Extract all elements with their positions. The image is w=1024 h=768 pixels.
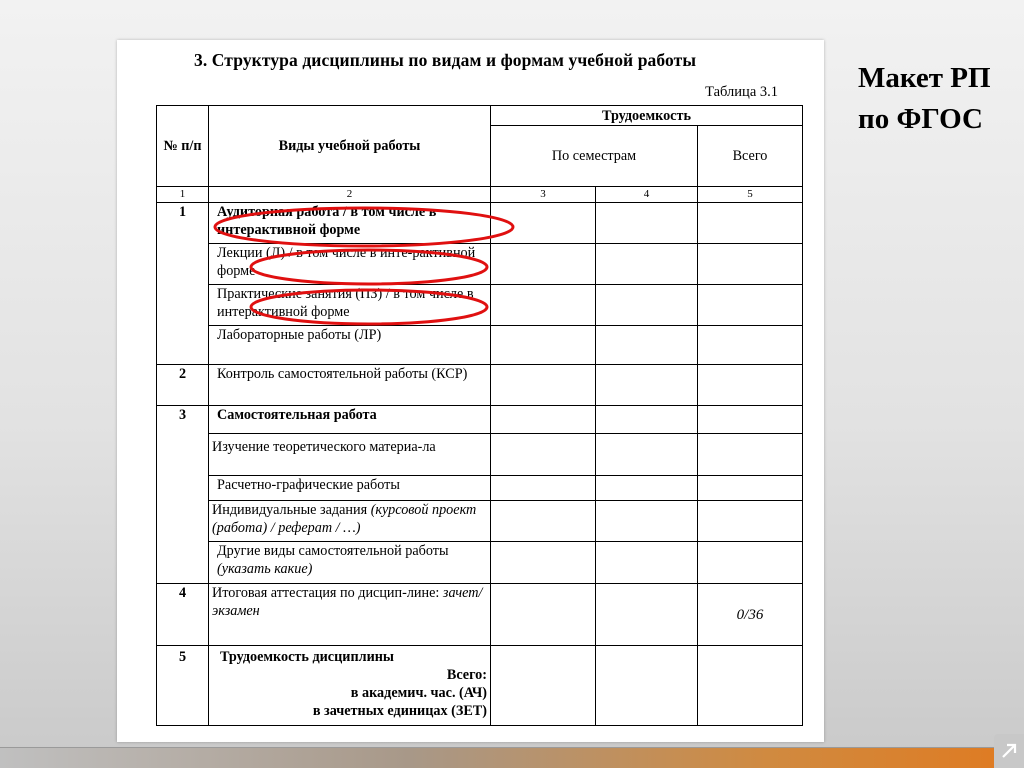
value-cell bbox=[596, 203, 698, 244]
value-cell bbox=[596, 244, 698, 285]
row-text-calc-graphic: Расчетно-графические работы bbox=[209, 476, 491, 501]
side-label bbox=[858, 58, 1018, 140]
table-row bbox=[157, 584, 803, 646]
value-cell bbox=[596, 326, 698, 365]
total-labor-academic-hours: в академич. час. (АЧ) bbox=[350, 685, 487, 701]
row-text-attestation-main: Итоговая аттестация по дисцип-лине: bbox=[212, 585, 440, 601]
document-title: 3. Структура дисциплины по видам и формам учебной работы bbox=[194, 50, 697, 70]
value-cell bbox=[698, 476, 803, 501]
row-text-auditory: Аудиторная работа / в том числе в интерактивной форме bbox=[209, 203, 491, 244]
row-text-other bbox=[209, 542, 491, 584]
footer-accent-bar bbox=[0, 748, 1024, 768]
side-label-line2: по ФГОС bbox=[858, 103, 983, 135]
value-cell bbox=[491, 542, 596, 584]
value-cell bbox=[698, 406, 803, 434]
value-cell bbox=[596, 406, 698, 434]
value-cell bbox=[596, 285, 698, 326]
row-text-individual-main: Индивидуальные задания bbox=[212, 502, 368, 518]
total-labor-all: Всего: bbox=[446, 667, 487, 683]
value-cell bbox=[596, 476, 698, 501]
document-sheet bbox=[117, 40, 824, 742]
total-labor-credit-units: в зачетных единицах (ЗЕТ) bbox=[312, 703, 487, 719]
row-text-other-note: (указать какие) bbox=[217, 561, 313, 577]
table-row bbox=[157, 646, 803, 726]
header-by-semester: По семестрам bbox=[491, 126, 698, 187]
value-cell bbox=[698, 365, 803, 406]
table-row bbox=[157, 203, 803, 244]
row-number: 4 bbox=[157, 584, 209, 646]
row-text-individual-note: (курсовой проект (работа) / реферат / …) bbox=[212, 502, 477, 536]
value-cell bbox=[596, 501, 698, 542]
value-cell bbox=[698, 542, 803, 584]
value-cell bbox=[491, 434, 596, 476]
value-cell bbox=[698, 285, 803, 326]
table-row bbox=[157, 542, 803, 584]
value-cell bbox=[491, 244, 596, 285]
table-row bbox=[157, 244, 803, 285]
value-cell bbox=[491, 285, 596, 326]
value-cell bbox=[596, 584, 698, 646]
table-row bbox=[157, 326, 803, 365]
row-number: 2 bbox=[157, 365, 209, 406]
row-text-individual bbox=[209, 501, 491, 542]
row-text-theory: Изучение теоретического материа-ла bbox=[209, 434, 491, 476]
row-text-other-main: Другие виды самостоятельной работы bbox=[217, 543, 449, 559]
row-text-lectures: Лекции (Л) / в том числе в инте-рактивной форме bbox=[209, 244, 491, 285]
table-row bbox=[157, 501, 803, 542]
value-cell bbox=[596, 365, 698, 406]
row-number: 3 bbox=[157, 406, 209, 584]
value-cell bbox=[491, 406, 596, 434]
value-cell bbox=[698, 244, 803, 285]
row-text-labs: Лабораторные работы (ЛР) bbox=[209, 326, 491, 365]
value-cell bbox=[596, 646, 698, 726]
value-cell bbox=[698, 434, 803, 476]
header-labor: Трудоемкость bbox=[491, 106, 803, 126]
col-number: 4 bbox=[596, 187, 698, 203]
value-cell bbox=[491, 365, 596, 406]
header-total: Всего bbox=[698, 126, 803, 187]
discipline-structure-table bbox=[156, 105, 803, 726]
value-cell bbox=[596, 542, 698, 584]
row-text-attestation bbox=[209, 584, 491, 646]
value-cell bbox=[596, 434, 698, 476]
row-number: 1 bbox=[157, 203, 209, 365]
value-cell bbox=[491, 501, 596, 542]
row-text-practice: Практические занятия (ПЗ) / в том числе в интерактивной форме bbox=[209, 285, 491, 326]
value-cell bbox=[491, 584, 596, 646]
column-number-row bbox=[157, 187, 803, 203]
col-number: 2 bbox=[209, 187, 491, 203]
value-cell bbox=[491, 646, 596, 726]
next-slide-arrow-icon[interactable] bbox=[994, 734, 1024, 768]
value-cell bbox=[698, 326, 803, 365]
value-cell bbox=[698, 646, 803, 726]
row-text-attestation-note: зачет/ экзамен bbox=[212, 585, 483, 619]
header-kind: Виды учебной работы bbox=[209, 106, 491, 187]
value-cell bbox=[491, 476, 596, 501]
table-caption: Таблица 3.1 bbox=[705, 84, 778, 100]
row-text-ksr: Контроль самостоятельной работы (КСР) bbox=[209, 365, 491, 406]
attestation-total-value: 0/36 bbox=[698, 584, 803, 646]
row-text-total-labor bbox=[209, 646, 491, 726]
col-number: 5 bbox=[698, 187, 803, 203]
table-row bbox=[157, 365, 803, 406]
col-number: 3 bbox=[491, 187, 596, 203]
header-num: № п/п bbox=[157, 106, 209, 187]
value-cell bbox=[491, 326, 596, 365]
value-cell bbox=[698, 501, 803, 542]
table-row bbox=[157, 476, 803, 501]
table-row bbox=[157, 406, 803, 434]
value-cell bbox=[698, 203, 803, 244]
col-number: 1 bbox=[157, 187, 209, 203]
header-row-1 bbox=[157, 106, 803, 126]
table-row bbox=[157, 434, 803, 476]
arrow-icon bbox=[1000, 742, 1018, 760]
row-number: 5 bbox=[157, 646, 209, 726]
side-label-line1: Макет РП bbox=[858, 62, 991, 94]
total-labor-title: Трудоемкость дисциплины bbox=[220, 649, 395, 665]
row-text-self-work: Самостоятельная работа bbox=[209, 406, 491, 434]
table-row bbox=[157, 285, 803, 326]
value-cell bbox=[491, 203, 596, 244]
